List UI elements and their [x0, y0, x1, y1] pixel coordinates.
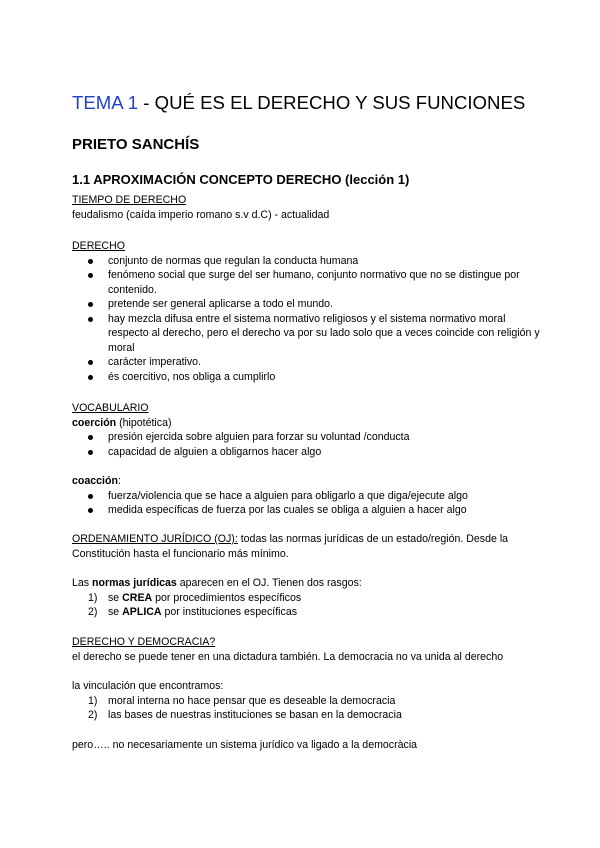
item-number: 1) [88, 694, 98, 707]
coercion-term: coerción [72, 416, 117, 429]
ordenamiento-paragraph [72, 532, 544, 561]
list-item [72, 708, 544, 723]
normas-pre: Las [72, 577, 93, 589]
item-post: por instituciones específicas [161, 606, 298, 618]
list-item: medida específicas de fuerza por las cuales se obliga a alguien a hacer algo [72, 503, 544, 518]
list-item: pretende ser general aplicarse a todo el mundo. [72, 297, 544, 312]
list-item: conjunto de normas que regulan la conducta humana [72, 254, 544, 269]
normas-block [72, 576, 544, 620]
coaccion-list [72, 489, 544, 518]
ordenamiento-block [72, 532, 544, 561]
list-item: fenómeno social que surge del ser humano, conjunto normativo que no se distingue por contenido. [72, 268, 544, 297]
item-text: las bases de nuestras instituciones se basan en la democracia [108, 709, 402, 721]
democracia-heading: DERECHO Y DEMOCRACIA? [72, 636, 216, 648]
list-item [72, 591, 544, 606]
normas-intro [72, 576, 544, 591]
coaccion-term: coacción [72, 475, 118, 487]
title-accent: TEMA 1 [72, 92, 139, 113]
coaccion-line [72, 474, 544, 489]
list-item [72, 694, 544, 709]
list-item: fuerza/violencia que se hace a alguien para obligarlo a que diga/ejecute algo [72, 489, 544, 504]
vocabulario-heading: VOCABULARIO [72, 402, 149, 414]
normas-bold: normas jurídicas [92, 577, 177, 589]
vinculacion-block [72, 679, 544, 723]
tiempo-heading: TIEMPO DE DERECHO [72, 194, 187, 206]
ordenamiento-heading: ORDENAMIENTO JURÍDICO (OJ): [72, 533, 238, 545]
coaccion-colon: : [117, 475, 121, 487]
item-text: moral interna no hace pensar que es deseable la democracia [108, 694, 396, 707]
tiempo-block [72, 193, 544, 222]
list-item [72, 605, 544, 620]
closing-text: pero….. no necesariamente un sistema jurídico va ligado a la democràcia [72, 739, 418, 751]
list-item: presión ejercida sobre alguien para forzar su voluntad /conducta [72, 430, 544, 445]
derecho-heading: DERECHO [72, 240, 125, 252]
item-number: 1) [88, 591, 98, 604]
closing-block [72, 738, 544, 753]
item-post: por procedimientos específicos [152, 591, 302, 604]
item-number: 2) [88, 606, 98, 618]
list-item: hay mezcla difusa entre el sistema normativo religiosos y el sistema normativo moral respecto al derecho, pero el derecho va por su lado solo que a veces coincide con religión y moral [72, 312, 544, 356]
derecho-block [72, 239, 544, 384]
vinculacion-intro: la vinculación que encontramos: [72, 680, 224, 692]
author-heading: PRIETO SANCHÍS [72, 136, 200, 153]
list-item: és coercitivo, nos obliga a cumplirlo [72, 370, 544, 385]
item-pre: se [108, 591, 123, 604]
item-bold: CREA [122, 591, 153, 604]
item-pre: se [108, 606, 123, 618]
ordenamiento-text: todas las normas jurídicas de un estado/región. Desde la Constitución hasta el funcionario más mínimo. [72, 533, 509, 560]
list-item: carácter imperativo. [72, 355, 544, 370]
page-title [72, 91, 544, 115]
section-heading: 1.1 APROXIMACIÓN CONCEPTO DERECHO (lección 1) [72, 172, 410, 187]
list-item: capacidad de alguien a obligarnos hacer algo [72, 445, 544, 460]
vinculacion-list [72, 694, 544, 723]
vocabulario-block [72, 401, 544, 459]
normas-list [72, 591, 544, 620]
tiempo-text: feudalismo (caída imperio romano s.v d.C) - actualidad [72, 208, 330, 221]
coercion-line [72, 416, 544, 431]
derecho-list [72, 254, 544, 385]
coercion-note: (hipotética) [116, 416, 172, 429]
item-bold: APLICA [122, 606, 162, 618]
coercion-list [72, 430, 544, 459]
title-rest: - QUÉ ES EL DERECHO Y SUS FUNCIONES [138, 92, 526, 113]
democracia-block [72, 635, 544, 664]
normas-post: aparecen en el OJ. Tienen dos rasgos: [176, 577, 362, 589]
item-number: 2) [88, 709, 98, 721]
coaccion-block [72, 474, 544, 518]
democracia-text: el derecho se puede tener en una dictadura también. La democracia no va unida al derecho [72, 650, 504, 663]
